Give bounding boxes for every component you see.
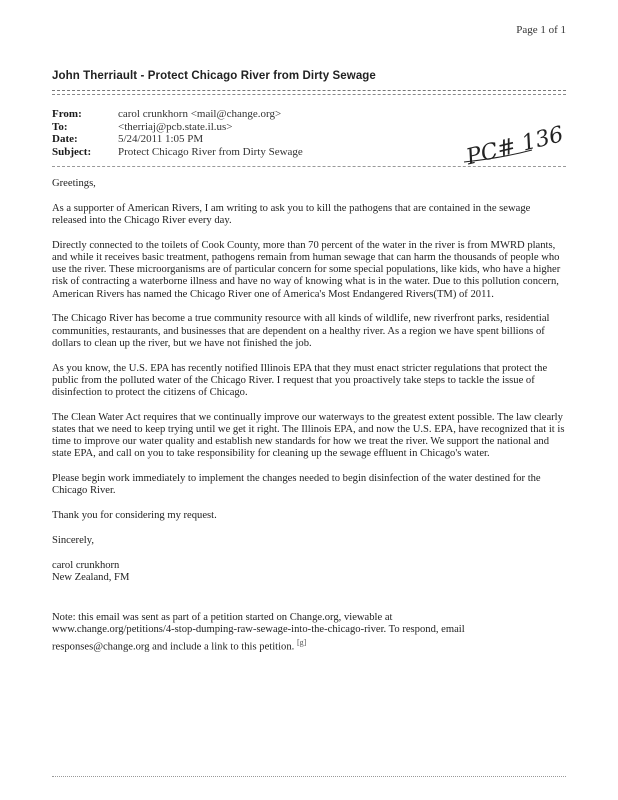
- paragraph-4: As you know, the U.S. EPA has recently notified Illinois EPA that they must enact stricter regulations that protect the public from the polluted water of the Chicago River. I request that you proactively take steps to tackle the issue of disinfection to protect the citizens of Chicago.: [52, 362, 548, 399]
- footer-divider: [52, 776, 566, 783]
- email-header: [52, 108, 303, 158]
- signature-name: carol crunkhorn: [52, 559, 120, 571]
- closing: Sincerely,: [52, 535, 94, 547]
- note-line-3-text: responses@change.org and include a link to this petition.: [52, 641, 295, 653]
- paragraph-7: Thank you for considering my request.: [52, 510, 217, 522]
- to-value: <therriaj@pcb.state.il.us>: [118, 120, 233, 133]
- note-line-2: www.change.org/petitions/4-stop-dumping-raw-sewage-into-the-chicago-river. To respond, email: [52, 624, 465, 636]
- page-number: Page 1 of 1: [516, 24, 566, 36]
- paragraph-6: Please begin work immediately to implement the changes needed to begin disinfection of the water destined for the Chicago River.: [52, 473, 541, 497]
- subject-label: Subject:: [52, 145, 92, 158]
- note-line-1: Note: this email was sent as part of a petition started on Change.org, viewable at: [52, 612, 393, 624]
- subject-row: [52, 146, 303, 159]
- email-title: John Therriault - Protect Chicago River from Dirty Sewage: [52, 70, 376, 82]
- to-label: To:: [52, 120, 68, 133]
- header-bottom-divider: [52, 166, 566, 169]
- paragraph-5: The Clean Water Act requires that we continually improve our waterways to the greatest extent possible. The law clearly states that we need to keep trying until we get it right. The Illinois EPA, and now the U.S. EPA, have recognized that it is time to improve our water quality and establish new standards for how we treat the river. We support the national and state EPA, and call on you to take responsibility for cleaning up the sewage effluent in Chicago's water.: [52, 411, 565, 460]
- paragraph-2: Directly connected to the toilets of Cook County, more than 70 percent of the water in the river is from MWRD plants, and while it receives basic treatment, pathogens remain from human sewage that can harm the thousands of people who use the river. These microorganisms are of particular concern for some special populations, like kids, who have a higher risk of contracting a waterborne illness and have no way of knowing what is in the water. Due to this pollution concern, American Rivers has named the Chicago River one of America's Most Endangered Rivers(TM) of 2011.: [52, 239, 561, 300]
- paragraph-1: As a supporter of American Rivers, I am writing to ask you to kill the pathogens that are contained in the sewage released into the Chicago River every day.: [52, 202, 531, 226]
- stamp-text: PC# 136: [463, 122, 567, 170]
- to-row: [52, 121, 303, 134]
- email-body: [52, 178, 566, 666]
- from-label: From:: [52, 108, 82, 120]
- date-value: 5/24/2011 1:05 PM: [118, 133, 204, 146]
- petition-note: [52, 612, 566, 653]
- header-divider: [52, 90, 566, 95]
- from-row: [52, 108, 303, 121]
- subject-value: Protect Chicago River from Dirty Sewage: [118, 145, 303, 158]
- date-label: Date:: [52, 133, 78, 146]
- handwritten-stamp: [462, 120, 582, 170]
- greeting: Greetings,: [52, 178, 96, 189]
- note-line-3: [52, 637, 566, 654]
- paragraph-3: The Chicago River has become a true community resource with all kinds of wildlife, new riverfront parks, residential communities, restaurants, and businesses that are dependent on a healthy river. As a region we have spent billions of dollars to clean up the river, but we have not finished the job.: [52, 313, 550, 349]
- signature: [52, 560, 566, 584]
- note-mark: [g]: [296, 637, 307, 647]
- signature-place: New Zealand, FM: [52, 572, 130, 584]
- date-row: [52, 133, 303, 146]
- from-value: carol crunkhorn <mail@change.org>: [118, 108, 282, 120]
